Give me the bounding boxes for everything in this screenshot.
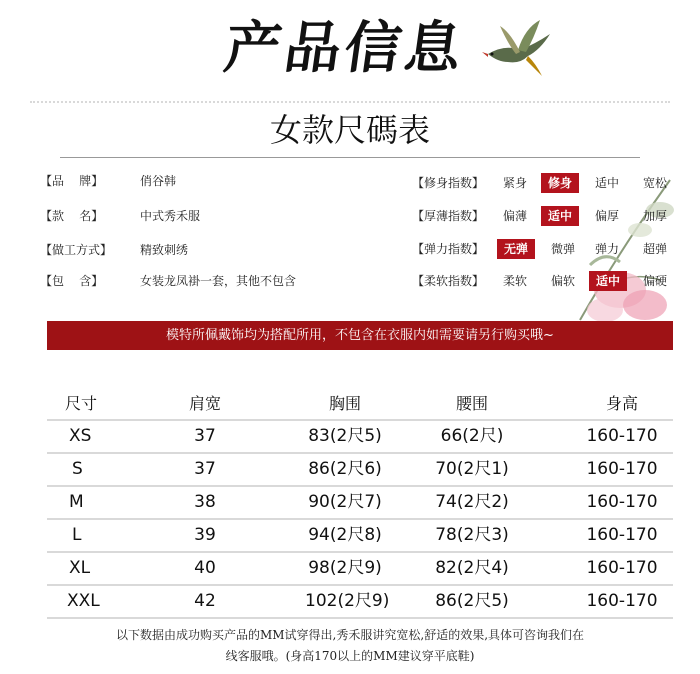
dotted-divider bbox=[30, 101, 670, 103]
table-cell: 70(2尺1) bbox=[435, 459, 509, 479]
table-cell: XS bbox=[69, 426, 92, 446]
table-cell: 160-170 bbox=[586, 558, 658, 578]
info-value-brand: 俏谷韩 bbox=[140, 174, 177, 188]
table-cell: XXL bbox=[67, 591, 100, 611]
table-cell: 94(2尺8) bbox=[308, 525, 382, 545]
notice-banner: 模特所佩戴饰均为搭配所用，不包含在衣服内如需要请另行购买哦~ bbox=[47, 321, 673, 350]
info-value-includes: 女装龙凤褂一套，其他不包含 bbox=[140, 274, 297, 288]
index-option: 偏软 bbox=[550, 274, 575, 288]
table-cell: 40 bbox=[194, 558, 216, 578]
footnote-line: 以下数据由成功购买产品的MM试穿得出,秀禾服讲究宽松,舒适的效果,具体可咨询我们在 bbox=[115, 628, 585, 642]
table-cell: 83(2尺5) bbox=[308, 426, 382, 446]
footnote-line: 线客服哦。(身高170以上的MM建议穿平底鞋) bbox=[225, 649, 475, 663]
column-header-shoulder: 肩宽 bbox=[188, 394, 221, 413]
table-cell: 38 bbox=[194, 492, 216, 512]
table-cell: 66(2尺) bbox=[440, 426, 504, 446]
info-label-name: 【款 名】 bbox=[40, 209, 104, 223]
table-cell: 160-170 bbox=[586, 591, 658, 611]
table-cell: XL bbox=[69, 558, 91, 578]
table-row bbox=[47, 487, 673, 520]
info-value-craft: 精致刺绣 bbox=[140, 243, 189, 257]
column-header-bust: 胸围 bbox=[328, 394, 361, 413]
info-value-name: 中式秀禾服 bbox=[140, 209, 201, 223]
page-subtitle: 女款尺碼表 bbox=[269, 111, 430, 149]
info-label-brand: 【品 牌】 bbox=[40, 174, 104, 188]
table-cell: 86(2尺6) bbox=[308, 459, 382, 479]
table-cell: 82(2尺4) bbox=[435, 558, 509, 578]
index-label-fit: 【修身指数】 bbox=[412, 176, 485, 190]
table-cell: L bbox=[72, 525, 82, 545]
table-row bbox=[47, 421, 673, 454]
table-cell: 37 bbox=[194, 459, 216, 479]
index-option: 加厚 bbox=[642, 209, 667, 223]
table-cell: 160-170 bbox=[586, 525, 658, 545]
bird-illustration bbox=[480, 14, 560, 84]
index-option: 超弹 bbox=[642, 242, 667, 256]
index-label-softness: 【柔软指数】 bbox=[412, 274, 485, 288]
index-option: 适中 bbox=[594, 176, 619, 190]
index-option-selected: 适中 bbox=[541, 206, 579, 226]
table-cell: 74(2尺2) bbox=[435, 492, 509, 512]
table-cell: 90(2尺7) bbox=[308, 492, 382, 512]
index-option: 弹力 bbox=[594, 242, 619, 256]
index-option: 偏硬 bbox=[642, 274, 667, 288]
index-option: 偏薄 bbox=[502, 209, 527, 223]
table-cell: 39 bbox=[194, 525, 216, 545]
info-label-craft: 【做工方式】 bbox=[40, 243, 113, 257]
index-option: 微弹 bbox=[550, 242, 575, 256]
index-option-selected: 修身 bbox=[541, 173, 579, 193]
table-row bbox=[47, 586, 673, 619]
index-option: 紧身 bbox=[502, 176, 527, 190]
table-cell: 160-170 bbox=[586, 426, 658, 446]
column-header-height: 身高 bbox=[605, 394, 638, 413]
table-cell: 42 bbox=[194, 591, 216, 611]
size-table bbox=[47, 388, 673, 619]
column-header-waist: 腰围 bbox=[455, 394, 488, 413]
table-cell: 86(2尺5) bbox=[435, 591, 509, 611]
table-row bbox=[47, 454, 673, 487]
index-option-selected: 适中 bbox=[589, 271, 627, 291]
info-label-includes: 【包 含】 bbox=[40, 274, 104, 288]
table-cell: 160-170 bbox=[586, 492, 658, 512]
column-header-size: 尺寸 bbox=[65, 394, 98, 413]
index-label-thickness: 【厚薄指数】 bbox=[412, 209, 485, 223]
subtitle-underline bbox=[60, 157, 640, 158]
table-cell: 160-170 bbox=[586, 459, 658, 479]
index-option: 偏厚 bbox=[594, 209, 619, 223]
index-option-selected: 无弹 bbox=[497, 239, 535, 259]
banner-title: 产品信息 bbox=[220, 15, 470, 81]
table-cell: 37 bbox=[194, 426, 216, 446]
table-cell: 78(2尺3) bbox=[435, 525, 509, 545]
table-row bbox=[47, 520, 673, 553]
table-cell: 102(2尺9) bbox=[305, 591, 390, 611]
footnote bbox=[40, 625, 660, 667]
index-option: 柔软 bbox=[502, 274, 527, 288]
table-row bbox=[47, 553, 673, 586]
table-header-row bbox=[47, 388, 673, 421]
table-cell: 98(2尺9) bbox=[308, 558, 382, 578]
index-option: 宽松 bbox=[642, 176, 667, 190]
table-cell: M bbox=[69, 492, 84, 512]
table-cell: S bbox=[72, 459, 83, 479]
index-label-elasticity: 【弹力指数】 bbox=[412, 242, 485, 256]
